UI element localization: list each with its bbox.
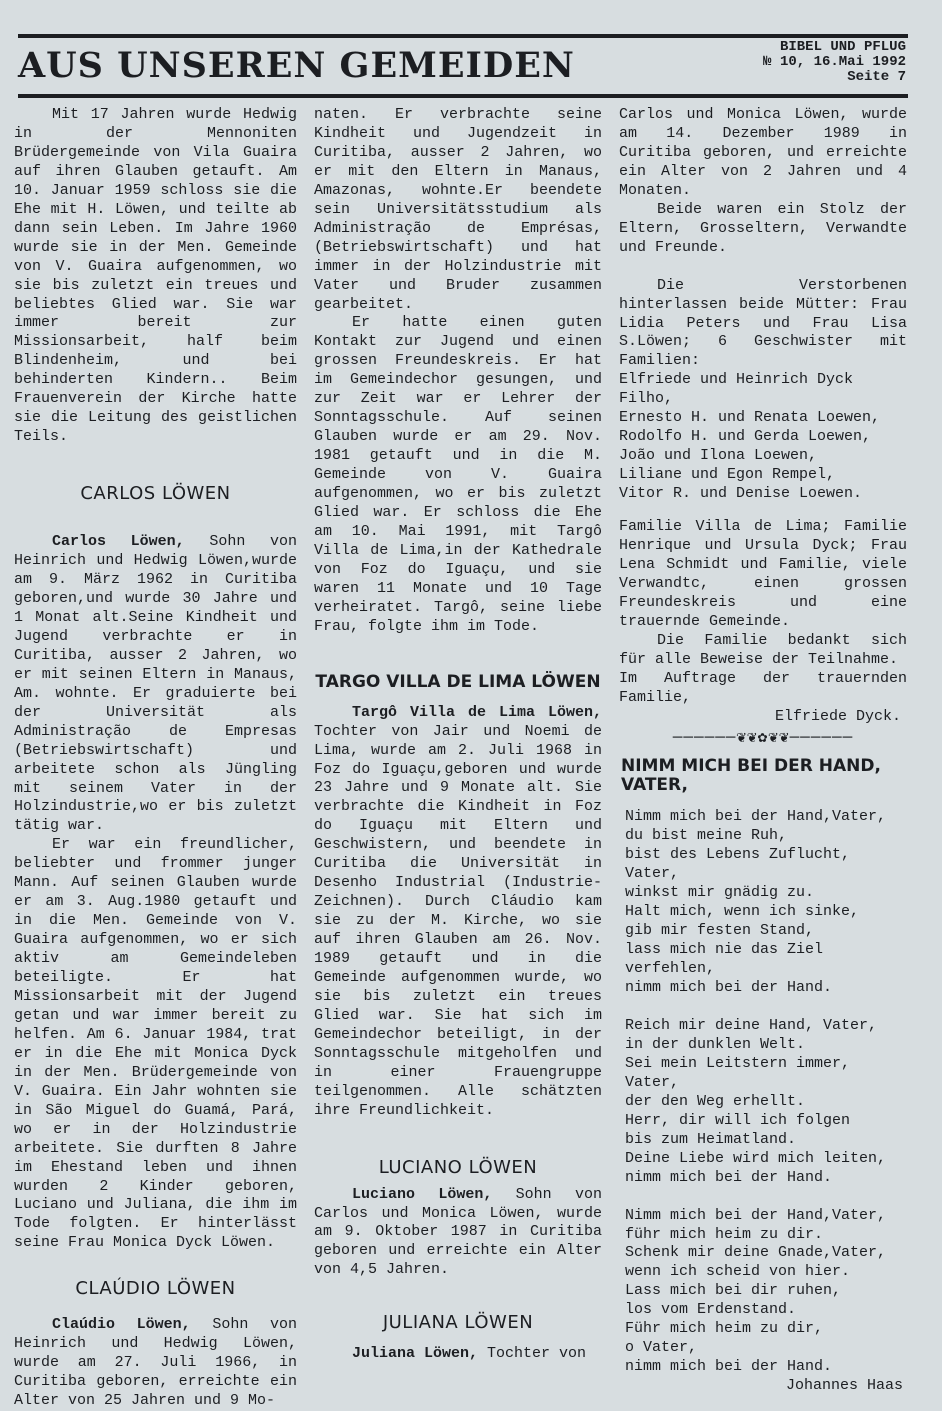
family-list (619, 371, 907, 504)
poem-line: Nimm mich bei der Hand,Vater, (625, 1206, 887, 1224)
paragraph-dank: Die Familie bedankt sich für alle Beweise der Teilnahme. (619, 631, 907, 668)
text-carlos-1: Sohn von Heinrich und Hedwig Löwen,wurde am 9. März 1962 in Curitiba geboren,und wurde 30 Jahre und 1 Monat alt.Seine Kindheit und Jugend verbrachte er in Curitiba, ausser 2 Jahren, wo er mit seinen Eltern in Manaus, Am. wohnte. Er graduierte bei der Universität als Administração de Empresas (Betriebswirtschaft) und arbeitete schon als Jüngling mit seinem Vater in der Holzindustrie,wo er bis zuletzt tätig war. (14, 533, 297, 835)
family-item: Ernesto H. und Renata Loewen, (619, 409, 881, 427)
poem (619, 808, 907, 1396)
heading-carlos: CARLOS LÖWEN (80, 483, 231, 505)
paragraph-hinterlassen: Die Verstorbenen hinterlassen beide Mütter: Frau Lidia Peters und Frau Lisa S.Löwen; 6 Geschwister mit Familien: (619, 276, 907, 370)
poem-line: gib mir festen Stand, (625, 922, 815, 940)
family-item: Rodolfo H. und Gerda Loewen, (619, 428, 872, 446)
paragraph-carlos-1 (14, 533, 297, 836)
paragraph-claudio-1 (14, 1316, 297, 1411)
publication-name: BIBEL UND PFLUG (779, 39, 906, 55)
column-2 (314, 106, 602, 1400)
paragraph-juliana-1 (314, 1345, 602, 1364)
poem-line: bis zum Heimatland. (625, 1130, 797, 1148)
paragraph-luciano (314, 1186, 602, 1281)
paragraph-claudio-cont: naten. Er verbrachte seine Kindheit und Jugendzeit in Curitiba, ausser 2 Jahren, wo er mit den Eltern in Manaus, Amazonas, wohnte.Er beendete sein Universitätsstudium als Administração de Emprésas, (Betriebswirtschaft) und hat immer in der Holzindustrie mit Vater und Bruder zusammen gearbeitet. (314, 106, 602, 313)
poem-stanza (625, 1207, 907, 1378)
name-juliana: Juliana Löwen, (352, 1345, 479, 1363)
page-number: Seite 7 (847, 69, 906, 85)
heading-poem: NIMM MICH BEI DER HAND, VATER, (621, 755, 881, 795)
family-item: João und Ilona Loewen, (619, 447, 818, 465)
heading-juliana: JULIANA LÖWEN (382, 1312, 534, 1334)
poem-stanza (625, 808, 907, 998)
poem-line: Reich mir deine Hand, Vater, (625, 1016, 878, 1034)
poem-line: nimm mich bei der Hand. (625, 1168, 833, 1186)
poem-line: nimm mich bei der Hand. (625, 1358, 833, 1376)
name-claudio: Claúdio Löwen, (52, 1316, 191, 1334)
paragraph-targo (314, 704, 602, 1121)
poem-stanza (625, 1017, 907, 1188)
paragraph-juliana-2: Carlos und Monica Löwen, wurde am 14. Dezember 1989 in Curitiba geboren, und erreichte ein Alter von 2 Jahren und 4 Monaten. (619, 106, 907, 199)
text-targo: Tochter von Jair und Noemi de Lima, wurde am 2. Juli 1968 in Foz do Iguaçu,geboren und wurde 23 Jahre und 9 Monate alt. Sie verbrachte die Kindheit in Foz do Iguaçu mit Eltern und Geschwistern, und beendete in Curitiba die Universität in Desenho Industrial (Industrie-Zeichnen). Durch Cláudio kam sie zu der M. Kirche, wo sie auf ihren Glauben am 26. Nov. 1989 getauft und in die Gemeinde aufgenommen wurde, wo sie bis zuletzt ein treues Glied war. Sie hat sich im Gemeindechor beteiligt, in der Sonntagsschule mitgeholfen und in einer Frauengruppe teilgenommen. Alle schätzten ihre Freundlichkeit. (314, 722, 602, 1119)
poem-line: nimm mich bei der Hand. (625, 979, 833, 997)
poem-line: lass mich nie das Ziel (625, 941, 824, 959)
poem-line: in der dunklen Welt. (625, 1035, 806, 1053)
heading-claudio: CLAÚDIO LÖWEN (75, 1278, 236, 1300)
text-claudio-1: Sohn von Heinrich und Hedwig Löwen, wurde am 27. Juli 1966, in Curitiba geboren, erreichte ein Alter von 25 Jahren und 9 Mo- (14, 1316, 297, 1410)
poem-line: los vom Erdenstand. (625, 1301, 797, 1319)
issue-number: № 10, 16.Mai 1992 (763, 54, 906, 70)
paragraph-hedwig: Mit 17 Jahren wurde Hedwig in der Mennoniten Brüdergemeinde von Vila Guaira auf ihren Glauben getauft. Am 10. Januar 1959 schloss sie die Ehe mit H. Löwen, und teilte ab dann sein Leben. Im Jahre 1960 wurde sie in der Men. Gemeinde von V. Guaira aufgenommen, wo sie bis zuletzt ein treues und beliebtes Glied war. Sie war immer bereit zur Missionsarbeit, half beim Blindenheim, und bei behinderten Kindern.. Beim Frauenverein der Kirche hatte sie die Leitung des geistlichen Teils. (14, 106, 297, 446)
poem-line: Lass mich bei dir ruhen, (625, 1282, 842, 1300)
page-title: AUS UNSEREN GEMEIDEN (18, 45, 575, 86)
column-1 (14, 106, 297, 1410)
column-3 (619, 106, 907, 1400)
poem-line: bist des Lebens Zuflucht, (625, 846, 851, 864)
issue-info (763, 40, 906, 85)
paragraph-familie: Familie Villa de Lima; Familie Henrique und Ursula Dyck; Frau Lena Schmidt und Familie, viele Verwandtc, einen grossen Freundeskreis und eine trauernde Gemeinde. (619, 518, 907, 630)
family-item: Liliane und Egon Rempel, (619, 466, 836, 484)
ornament-divider: ──────❦❦✿❦❦────── (672, 728, 854, 747)
paragraph-carlos-2: Er war ein freundlicher, beliebter und frommer junger Mann. Auf seinen Glauben wurde er am 3. Aug.1980 getauft und in die Men. Gemeinde von V. Guaira aufgenommen, wo er sich aktiv am Gemeindeleben beteiligte. Er hat Missionsarbeit mit der Jugend getan und war immer bereit zu helfen. Am 6. Januar 1984, trat er in die Ehe mit Monica Dyck in der Men. Brüdergemeinde von V. Guaira. Ein Jahr wohnten sie in São Miguel do Guamá, Pará, wo er in der Holzindustrie arbeitete. Sie durften 8 Jahre im Ehestand leben und ihnen wurden 2 Kinder geboren, Luciano und Juliana, die ihm im Tode folgten. Er hinterlässt seine Frau Monica Dyck Löwen. (14, 836, 297, 1252)
paragraph-claudio-2: Er hatte einen guten Kontakt zur Jugend und einen grossen Freundeskreis. Er hat im Gemeindechor gesungen, und zur Zeit war er Lehrer der Sonntagsschule. Auf seinen Glauben wurde er am 29. Nov. 1981 getauft und in die M. Gemeinde von V. Guaira aufgenommen, wo er bis zuletzt Glied war. Er schloss die Ehe am 10. Mai 1991, mit Targô Villa de Lima,in der Kathedrale von Foz do Iguaçu, und sie waren 11 Monate und 10 Tage verheiratet. Targô, seine liebe Frau, folgte ihm im Tode. (314, 314, 602, 635)
paragraph-stolz: Beide waren ein Stolz der Eltern, Grosseltern, Verwandte und Freunde. (619, 200, 907, 256)
header-rule-top (18, 34, 908, 38)
poem-line: Herr, dir will ich folgen (625, 1111, 851, 1129)
poem-line: winkst mir gnädig zu. (625, 884, 815, 902)
poem-line: Halt mich, wenn ich sinke, (625, 903, 860, 921)
family-item: Vitor R. und Denise Loewen. (619, 485, 863, 503)
poem-line: Deine Liebe wird mich leiten, (625, 1149, 887, 1167)
heading-targo: TARGO VILLA DE LIMA LÖWEN (315, 671, 601, 692)
poem-line: verfehlen, (625, 960, 716, 978)
heading-luciano: LUCIANO LÖWEN (378, 1156, 538, 1178)
poem-line: Nimm mich bei der Hand,Vater, (625, 808, 887, 826)
poem-line: Vater, (625, 865, 680, 883)
family-item: Elfriede und Heinrich Dyck Filho, (619, 371, 854, 408)
poem-line: du bist meine Ruh, (625, 827, 788, 845)
poem-line: Sei mein Leitstern immer, (625, 1054, 851, 1072)
header-rule-bottom (18, 94, 908, 98)
poem-line: führ mich heim zu dir. (625, 1225, 824, 1243)
paragraph-auftrag: Im Auftrage der trauernden Familie, (619, 669, 907, 706)
poem-line: Führ mich heim zu dir, (625, 1320, 824, 1338)
poem-author: Johannes Haas (785, 1377, 903, 1395)
poem-line: der den Weg erhellt. (625, 1092, 806, 1110)
poem-line: wenn ich scheid von hier. (625, 1263, 851, 1281)
name-luciano: Luciano Löwen, (352, 1185, 493, 1203)
poem-line: Schenk mir deine Gnade,Vater, (625, 1244, 887, 1262)
name-carlos: Carlos Löwen, (52, 533, 185, 551)
text-luciano: Sohn von Carlos und Monica Löwen, wurde am 9. Oktober 1987 in Curitiba geboren und erreichte ein Alter von 4,5 Jahren. (314, 1185, 602, 1279)
name-targo: Targô Villa de Lima Löwen, (352, 703, 602, 721)
text-juliana-1: Tochter von (478, 1345, 587, 1363)
poem-line: Vater, (625, 1073, 680, 1091)
poem-line: o Vater, (625, 1339, 698, 1357)
signature: Elfriede Dyck. (774, 707, 901, 725)
